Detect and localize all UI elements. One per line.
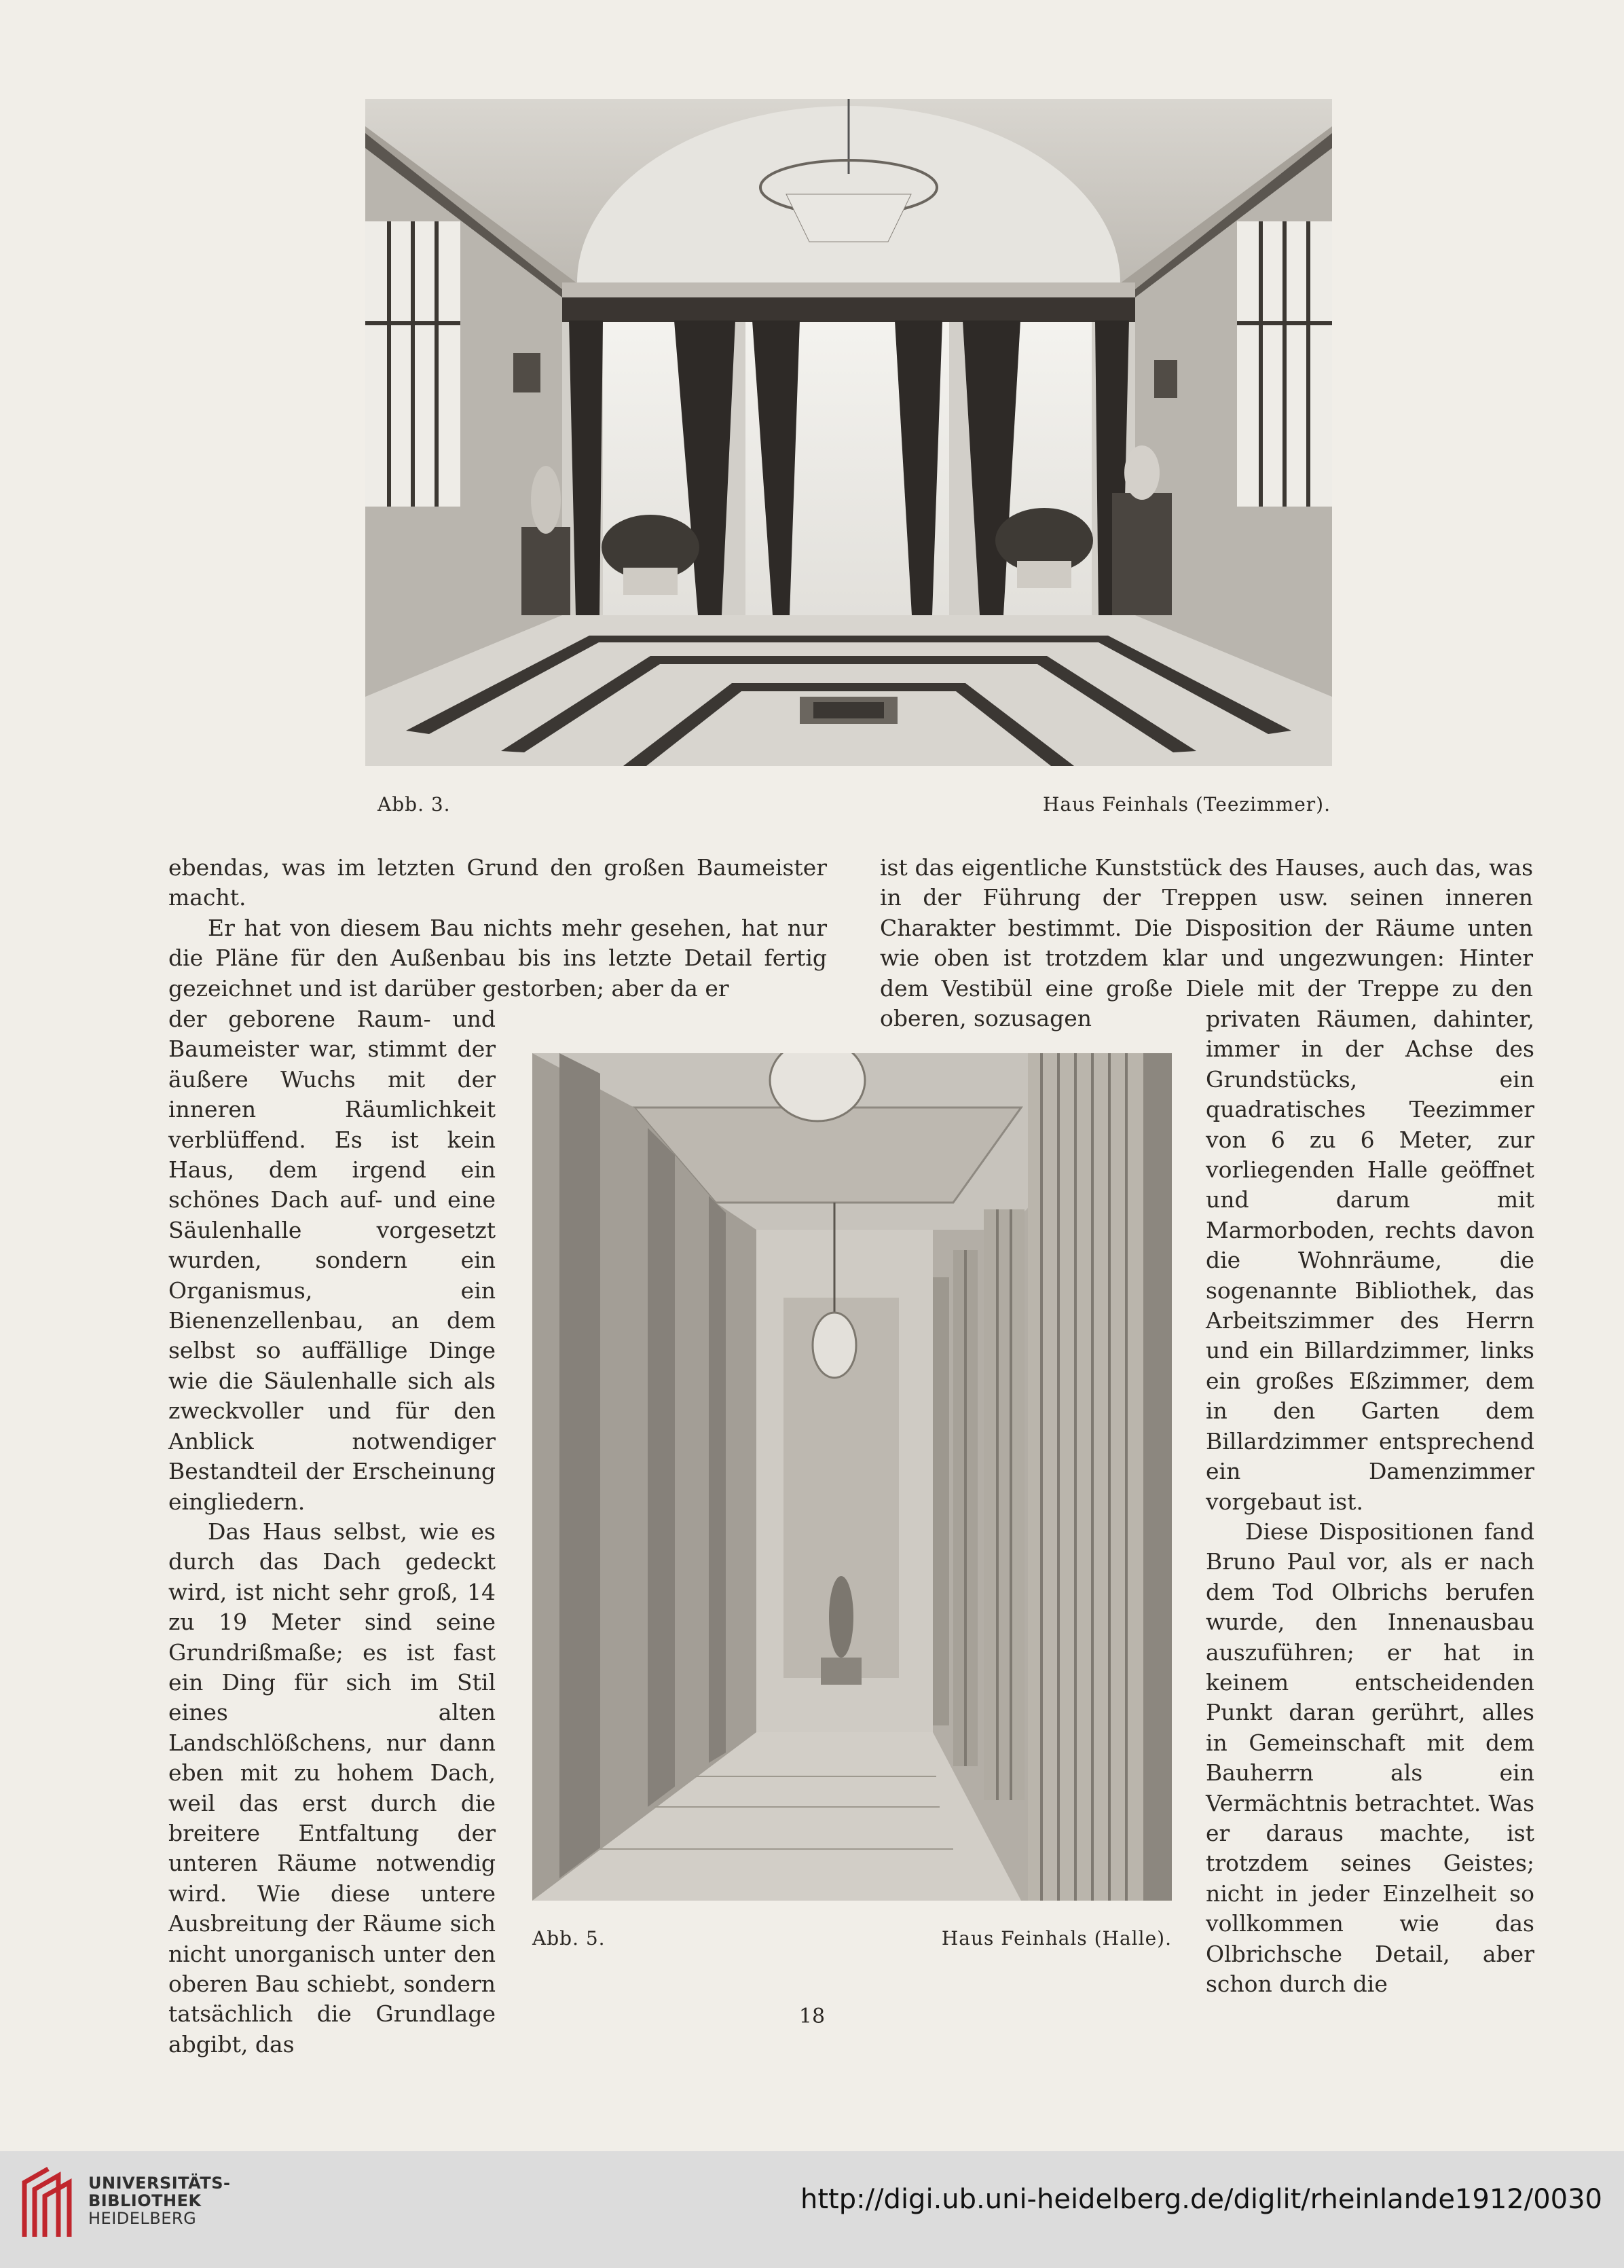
figure-5-number: Abb. 5. [532, 1927, 606, 1950]
figure-3-caption: Haus Feinhals (Teezimmer). [1043, 793, 1331, 816]
halle-illustration [532, 1053, 1172, 1901]
paragraph: ist das eigentliche Kunststück des Hauses, auch das, was in der Führung der Treppen usw. seinen inneren Charakter bestimmt. Die Disposition der Räume unten wie oben ist trotzdem klar und ungezwungen: Hinter dem Vestibül eine große Diele mit der Treppe zu den oberen, sozusagen [880, 854, 1533, 1032]
paragraph: Diese Dispositionen fand Bruno Paul vor, als er nach dem Tod Olbrichs berufen wurde, den Innenausbau auszuführen; er hat in keinem entscheidenden Punkt daran gerührt, alles in Gemeinschaft mit dem Bauherrn als ein Vermächtnis betrachtet. Was er daraus machte, ist trotzdem seines Geistes; nicht in jeder Einzelheit so vollkommen wie das Olbrichsche Detail, aber schon durch die [1206, 1518, 1534, 1997]
library-name-line-3: HEIDELBERG [88, 2209, 197, 2228]
library-name-line-1: UNIVERSITÄTS- [88, 2174, 231, 2193]
figure-5-caption: Haus Feinhals (Halle). [941, 1927, 1172, 1950]
paragraph: Er hat von diesem Bau nichts mehr gesehen, hat nur die Pläne für den Außenbau bis ins letzte Detail fertig gezeichnet und ist darüber gestorben; aber da er [168, 914, 827, 1002]
paragraph: privaten Räumen, dahinter, immer in der Achse des Grundstücks, ein quadratisches Teezimmer von 6 zu 6 Meter, zur vorliegenden Halle geöffnet und darum mit Marmorboden, rechts davon die Wohnräume, die sogenannte Bibliothek, das Arbeitszimmer des Herrn und ein Billardzimmer, links ein großes Eßzimmer, dem in den Garten dem Billardzimmer entsprechend ein Damenzimmer vorgebaut ist. [1206, 1006, 1534, 1515]
page-number: 18 [798, 2005, 826, 2028]
paragraph: Das Haus selbst, wie es durch das Dach gedeckt wird, ist nicht sehr groß, 14 zu 19 Meter sind seine Grundrißmaße; es ist fast ein Ding für sich im Stil eines alten Landschlößchens, nur dann eben mit zu hohem Dach, weil das erst durch die breitere Entfaltung der unteren Räume notwendig wird. Wie diese untere Ausbreitung der Räume sich nicht unorganisch unter den oberen Bau schiebt, sondern tatsächlich die Grundlage abgibt, das [168, 1518, 496, 2057]
right-column-narrow-text [1206, 1004, 1534, 1999]
figure-teezimmer-photo [365, 99, 1332, 766]
paragraph: der geborene Raum- und Baumeister war, stimmt der äußere Wuchs mit der inneren Räumlichkeit verblüffend. Es ist kein Haus, dem irgend ein schönes Dach auf- und eine Säulenhalle vorgesetzt wurden, sondern ein Organismus, ein Bienenzellenbau, an dem selbst so auffällige Dinge wie die Säulenhalle sich als zweckvoller und für den Anblick notwendiger Bestandteil der Erscheinung eingliedern. [168, 1006, 496, 1515]
library-name-line-2: BIBLIOTHEK [88, 2191, 202, 2210]
university-library-logo-icon [18, 2162, 76, 2244]
paragraph: ebendas, was im letzten Grund den großen Baumeister macht. [168, 854, 827, 911]
teezimmer-illustration [365, 99, 1332, 766]
library-footer-bar [0, 2151, 1624, 2268]
digital-library-url-link[interactable]: http://digi.ub.uni-heidelberg.de/diglit/rheinlande1912/0030 [800, 2184, 1602, 2215]
left-column-top-text [168, 853, 827, 1004]
figure-3-number: Abb. 3. [377, 793, 451, 816]
left-column-narrow-text [168, 1004, 496, 2060]
logo-shape [24, 2169, 69, 2237]
figure-halle-photo [532, 1053, 1172, 1901]
